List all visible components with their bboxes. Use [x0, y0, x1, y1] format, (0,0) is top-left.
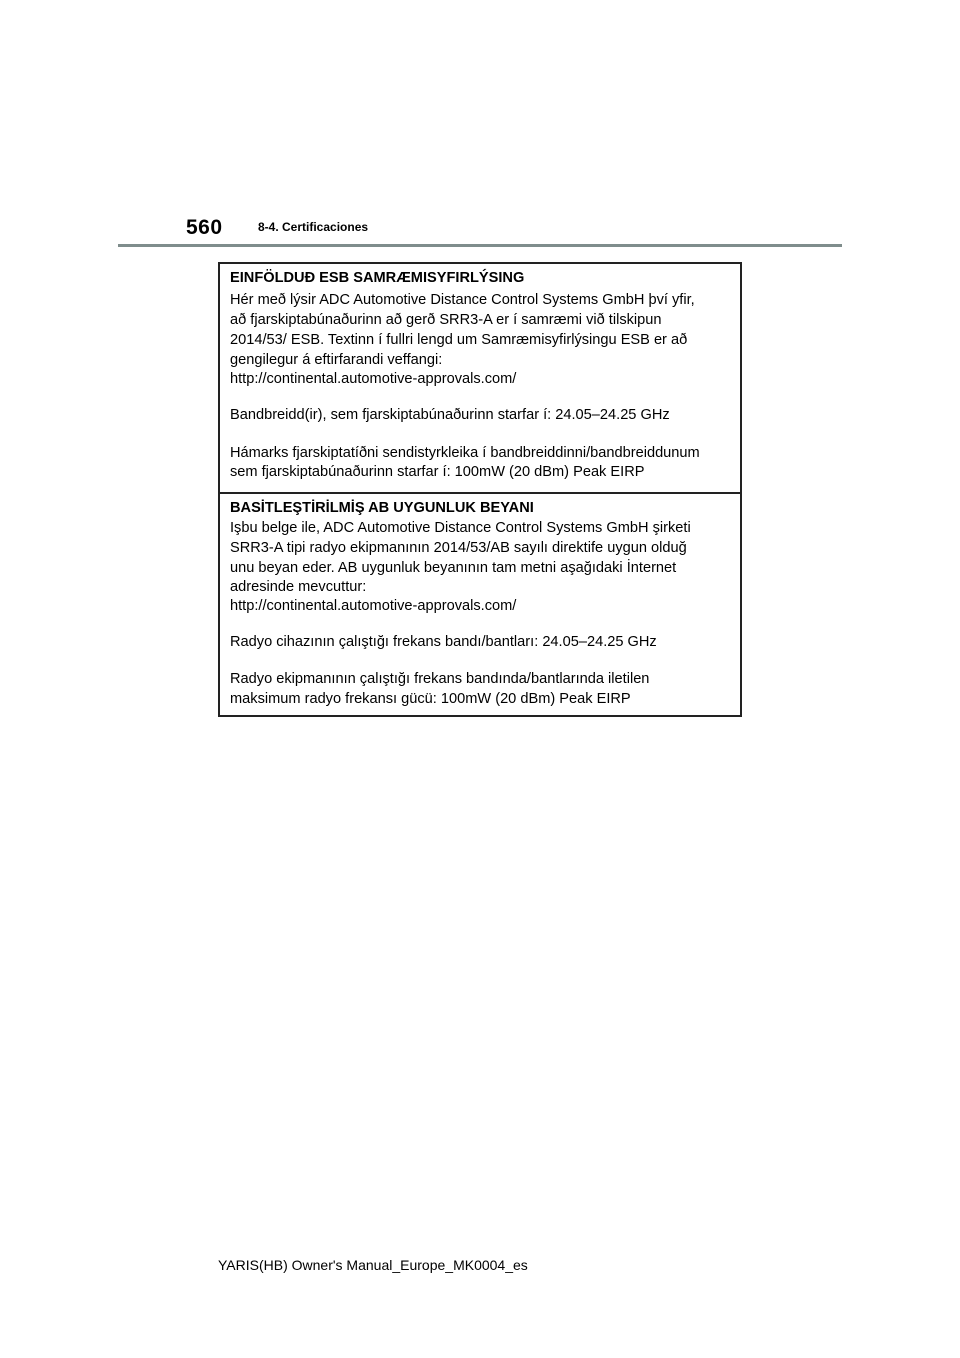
icelandic-line: að fjarskiptabúnaðurinn að gerð SRR3-A er í samræmi við tilskipun [230, 312, 662, 328]
certification-box [218, 262, 742, 717]
turkish-line: unu beyan eder. AB uygunluk beyanının tam metni aşağıdaki İnternet [230, 560, 677, 576]
footer-manual-id: YARIS(HB) Owner's Manual_Europe_MK0004_es [218, 1257, 528, 1273]
turkish-declaration [220, 494, 740, 715]
icelandic-declaration [220, 264, 740, 492]
icelandic-line: Hér með lýsir ADC Automotive Distance Control Systems GmbH því yfir, [230, 292, 695, 308]
turkish-bandwidth: Radyo cihazının çalıştığı frekans bandı/bantları: 24.05–24.25 GHz [230, 634, 657, 650]
icelandic-line: gengilegur á eftirfarandi veffangi: [230, 352, 443, 368]
icelandic-power-line: sem fjarskiptabúnaðurinn starfar í: 100mW (20 dBm) Peak EIRP [230, 464, 645, 480]
turkish-line: Işbu belge ile, ADC Automotive Distance Control Systems GmbH şirketi [230, 520, 691, 536]
header-rule [118, 244, 842, 247]
icelandic-line: 2014/53/ ESB. Textinn í fullri lengd um Samræmisyfirlýsingu ESB er að [230, 332, 688, 348]
turkish-url: http://continental.automotive-approvals.com/ [230, 598, 517, 614]
icelandic-power-line: Hámarks fjarskiptatíðni sendistyrkleika í bandbreiddinni/bandbreiddunum [230, 445, 700, 461]
icelandic-heading: EINFÖLDUÐ ESB SAMRÆMISYFIRLÝSING [230, 270, 525, 286]
icelandic-url: http://continental.automotive-approvals.com/ [230, 371, 517, 387]
page-number: 560 [186, 216, 223, 239]
turkish-line: SRR3-A tipi radyo ekipmanının 2014/53/AB sayılı direktife uygun olduğ [230, 540, 687, 556]
turkish-power-line: maksimum radyo frekansı gücü: 100mW (20 dBm) Peak EIRP [230, 691, 631, 707]
turkish-line: adresinde mevcuttur: [230, 579, 367, 595]
icelandic-bandwidth: Bandbreidd(ir), sem fjarskiptabúnaðurinn starfar í: 24.05–24.25 GHz [230, 407, 670, 423]
turkish-heading: BASİTLEŞTİRİLMİŞ AB UYGUNLUK BEYANI [230, 500, 534, 516]
turkish-power-line: Radyo ekipmanının çalıştığı frekans bandında/bantlarında iletilen [230, 671, 650, 687]
section-title: 8-4. Certificaciones [258, 220, 369, 234]
